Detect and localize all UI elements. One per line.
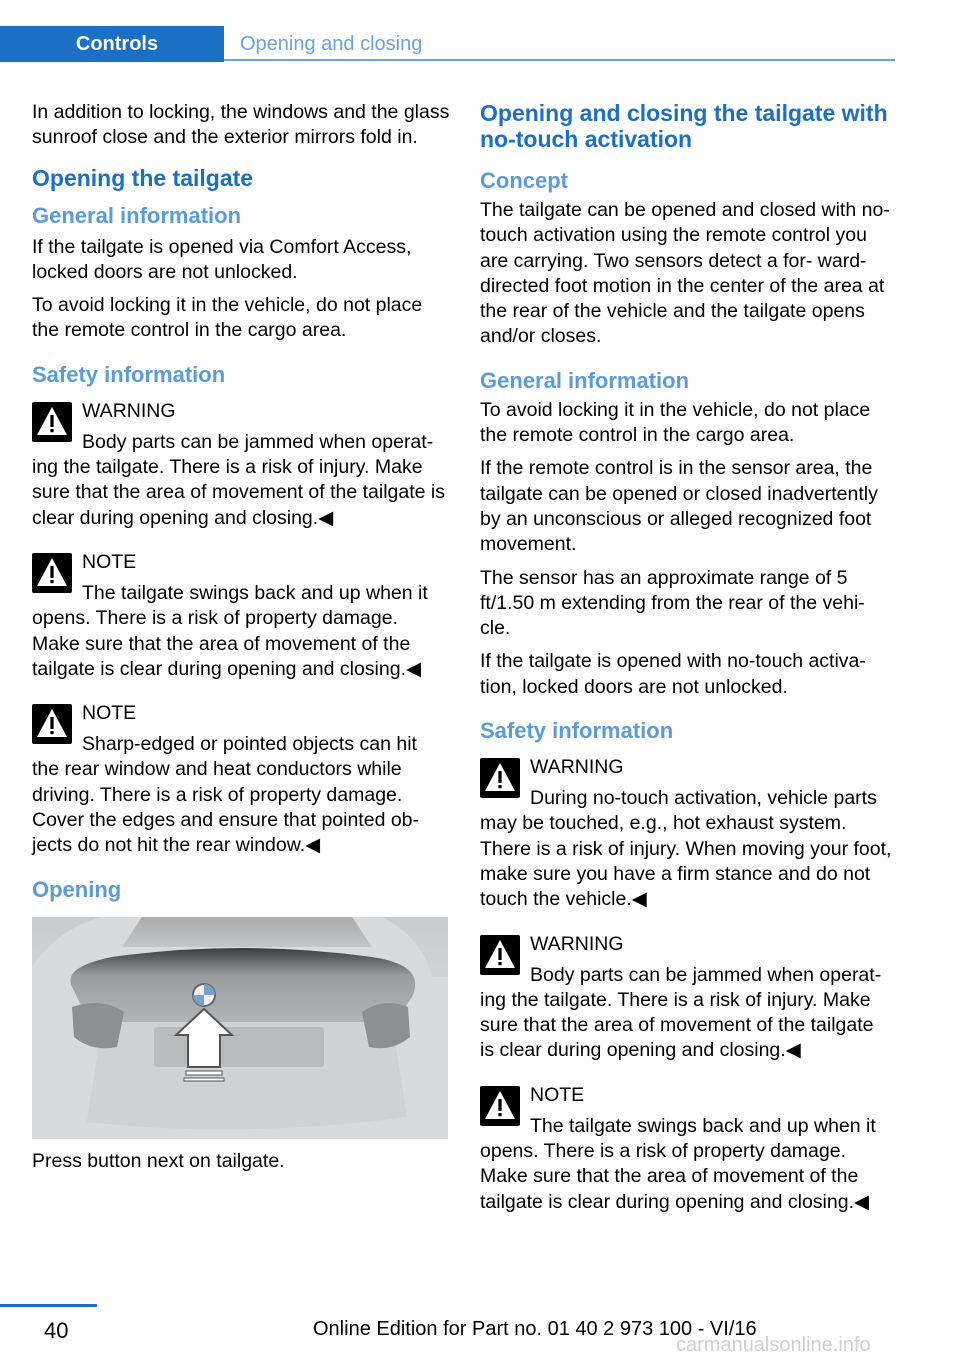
notice-text-first: Body parts can be jammed when operat‐ [82,430,434,453]
heading-safety-information: Safety information [480,718,674,744]
heading-no-touch-activation: Opening and closing the tailgate with no-touch activation [480,100,888,152]
edition-info: Online Edition for Part no. 01 40 2 973 100 - VI/16 [313,1318,757,1340]
warning-triangle-icon [32,704,72,744]
page-number: 40 [44,1318,69,1343]
heading-opening: Opening [32,876,122,902]
notice-text-first: The tailgate swings back and up when it [530,1114,876,1137]
notice-text-first: The tailgate swings back and up when it [82,581,428,604]
warning-triangle-icon [480,758,520,798]
note-notice [480,1082,892,1215]
notice-text: ing the tailgate. There is a risk of injury. Make sure that the area of movement of the tailgate is clear during opening and closing.◀ [480,988,874,1062]
warning-notice [32,398,450,531]
heading-safety-information: Safety information [32,361,226,387]
tailgate-button-image [32,917,448,1139]
footer-rule [0,1304,97,1307]
general-paragraph-4: If the tailgate is opened with no-touch activa‐ tion, locked doors are not unlocked. [480,650,866,698]
notice-label: WARNING [530,932,624,955]
header-rule [224,59,895,61]
image-caption: Press button next on tailgate. [32,1149,285,1172]
warning-triangle-icon [32,402,72,442]
section-tab: Opening and closing [240,33,423,55]
heading-opening-tailgate: Opening the tailgate [32,164,254,191]
general-paragraph-3: The sensor has an approximate range of 5 ft/1.50 m extending from the rear of the vehi‐ cle. [480,566,865,640]
left-column [32,100,450,1174]
notice-text-first: Body parts can be jammed when operat‐ [530,963,882,986]
notice-text: opens. There is a risk of property damage. Make sure that the area of movement of the tailgate is clear during opening and closing.◀ [32,607,421,680]
chapter-tab: Controls [0,26,224,62]
warning-notice [480,931,892,1064]
page-header [0,26,895,62]
note-notice [32,549,450,682]
notice-label: NOTE [82,702,137,725]
heading-general-information: General information [32,202,242,228]
notice-label: WARNING [82,399,176,422]
right-column [480,100,892,1233]
general-paragraph-2: To avoid locking it in the vehicle, do not place the remote control in the cargo area. [32,294,423,342]
warning-notice [480,754,892,912]
concept-paragraph: The tailgate can be opened and closed with no-touch activation using the remote control you are carrying. Two sensors detect a for‐ ward-directed foot motion in the center of the area at the rear of the vehicle and the tailgate opens and/or closes. [480,199,890,348]
notice-label: WARNING [530,756,624,779]
notice-text: the rear window and heat conductors while driving. There is a risk of property damage. Cover the edges and ensure that pointed ob‐ jects do not hit the rear window.◀ [32,758,420,857]
notice-text-first: Sharp-edged or pointed objects can hit [82,733,417,756]
warning-triangle-icon [32,553,72,593]
heading-concept: Concept [480,168,568,193]
notice-text: may be touched, e.g., hot exhaust system. There is a risk of injury. When moving your foot, make sure you have a firm stance and do not touch the vehicle.◀ [480,812,892,911]
warning-triangle-icon [480,1086,520,1126]
notice-label: NOTE [82,550,137,573]
notice-text: opens. There is a risk of property damage. Make sure that the area of movement of the tailgate is clear during opening and closing.◀ [480,1140,869,1213]
notice-text-first: During no-touch activation, vehicle parts [530,787,877,810]
notice-text: ing the tailgate. There is a risk of injury. Make sure that the area of movement of the tailgate is clear during opening and closing.◀ [32,456,445,529]
watermark: carmanualsonline.info [676,1334,871,1356]
note-notice [32,700,450,858]
notice-label: NOTE [530,1083,585,1106]
intro-paragraph: In addition to locking, the windows and the glass sunroof close and the exterior mirrors fold in. [32,101,450,149]
heading-general-information: General information [480,367,690,393]
general-paragraph-1: To avoid locking it in the vehicle, do not place the remote control in the cargo area. [480,398,871,447]
warning-triangle-icon [480,935,520,975]
general-paragraph-2: If the remote control is in the sensor area, the tailgate can be opened or closed inadvertently by an unconscious or alleged recognized foot movement. [480,457,878,556]
general-paragraph-1: If the tailgate is opened via Comfort Access, locked doors are not unlocked. [32,235,412,283]
